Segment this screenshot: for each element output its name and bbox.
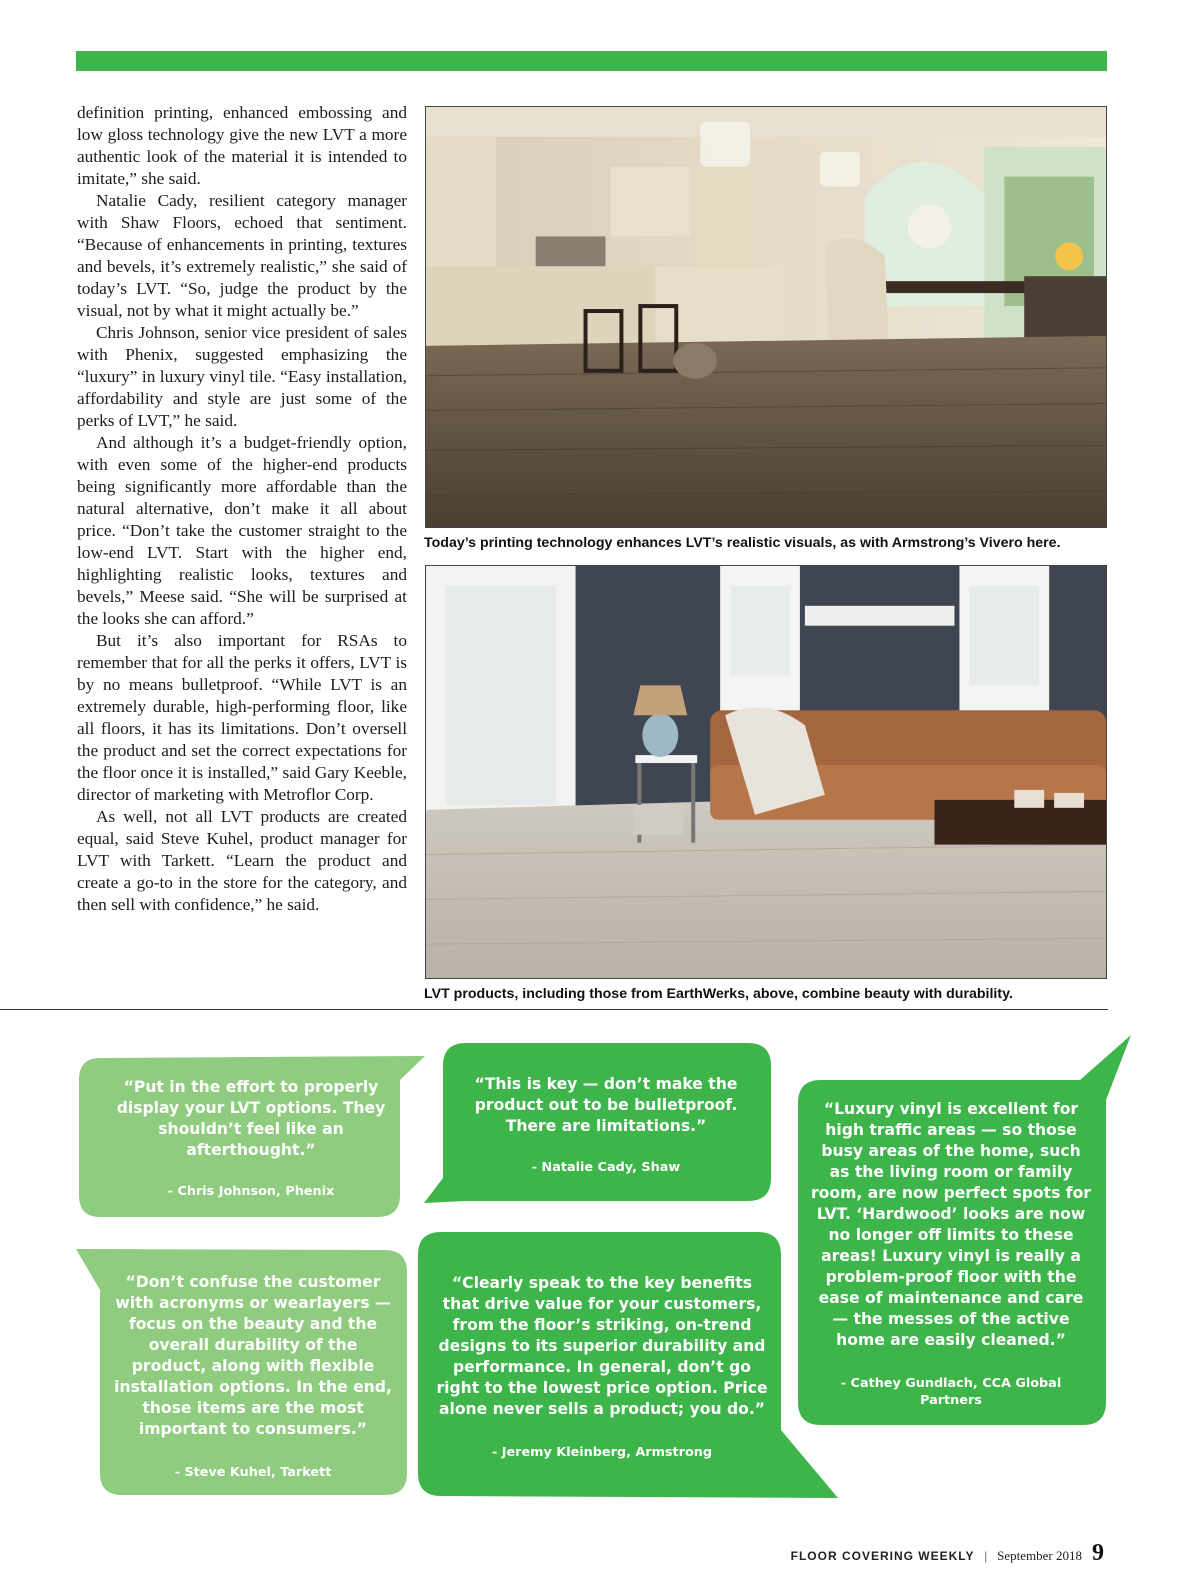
- quote-kleinberg: [432, 1273, 772, 1461]
- article-paragraph: But it’s also important for RSAs to remember that for all the perks it offers, LVT is by no means bulletproof. “While LVT is an extremely durable, high-performing floor, like all floors, it has its limitations. Don’t oversell the product and set the correct expectations for the floor once it is installed,” said Gary Keeble, director of marketing with Metroflor Corp.: [77, 631, 407, 804]
- quote-text: “This is key — don’t make the product out to be bulletproof. There are limitations.”: [474, 1075, 738, 1135]
- quote-attribution: - Chris Johnson, Phenix: [167, 1184, 335, 1199]
- article-paragraph: And although it’s a budget-friendly option, with even some of the higher-end products being significantly more affordable than the natural alternative, don’t make it all about price. “Don’t take the customer straight to the low-end LVT. Start with the higher end, highlighting realistic looks, textures and bevels,” Meese said. “She will be surprised at the looks she can afford.”: [77, 433, 407, 628]
- article-paragraph: Chris Johnson, senior vice president of sales with Phenix, suggested emphasizing the “luxury” in luxury vinyl tile. “Easy installation, affordability and style are just some of the perks of LVT,” he said.: [77, 323, 407, 430]
- issue-date: September 2018: [997, 1548, 1082, 1563]
- publication-name: FLOOR COVERING WEEKLY: [790, 1549, 975, 1563]
- quote-text: “Luxury vinyl is excellent for high traffic areas — so those busy areas of the home, such as the living room or family room, are now perfect spots for LVT. ‘Hardwood’ looks are now no longer off limits to these areas! Luxury vinyl is really a problem-proof floor with the ease of maintenance and care — the messes of the active home are easily cleaned.”: [810, 1100, 1091, 1349]
- page-number: 9: [1092, 1540, 1104, 1566]
- quote-text: “Put in the effort to properly display your LVT options. They shouldn’t feel like an afterthought.”: [116, 1078, 386, 1159]
- kitchen-photo-caption: Today’s printing technology enhances LVT’s realistic visuals, as with Armstrong’s Vivero here.: [424, 535, 1061, 551]
- living-room-photo-caption: LVT products, including those from EarthWerks, above, combine beauty with durability.: [424, 986, 1013, 1002]
- quote-attribution: - Cathey Gundlach, CCA Global Partners: [840, 1376, 1062, 1408]
- article-paragraph: Natalie Cady, resilient category manager with Shaw Floors, echoed that sentiment. “Because of enhancements in printing, textures and bevels, it’s extremely realistic,” she said of today’s LVT. “So, judge the product by the visual, not by what it might actually be.”: [77, 191, 407, 320]
- quote-johnson: [106, 1077, 396, 1200]
- quote-cady: [460, 1074, 752, 1176]
- quote-gundlach: [810, 1099, 1092, 1409]
- page-footer: [791, 1540, 1104, 1567]
- quote-text: “Clearly speak to the key benefits that drive value for your customers, from the floor’s striking, on-trend designs to its superior durability and performance. In general, don’t go right to the lowest price option. Price alone never sells a product; you do.”: [436, 1274, 768, 1418]
- quote-attribution: - Natalie Cady, Shaw: [531, 1160, 681, 1175]
- quote-text: “Don’t confuse the customer with acronyms or wearlayers — focus on the beauty and the overall durability of the product, along with flexible installation options. In the end, those items are the most important to consumers.”: [114, 1273, 392, 1438]
- quote-kuhel: [112, 1272, 394, 1481]
- article-paragraph: As well, not all LVT products are created equal, said Steve Kuhel, product manager for LVT with Tarkett. “Learn the product and create a go-to in the store for the category, and then sell with confidence,” he said.: [77, 807, 407, 914]
- quote-attribution: - Steve Kuhel, Tarkett: [174, 1465, 332, 1480]
- footer-separator: |: [984, 1548, 988, 1563]
- article-paragraph: definition printing, enhanced embossing and low gloss technology give the new LVT a more authentic look of the material it is intended to imitate,” she said.: [77, 103, 407, 188]
- quote-attribution: - Jeremy Kleinberg, Armstrong: [491, 1445, 713, 1460]
